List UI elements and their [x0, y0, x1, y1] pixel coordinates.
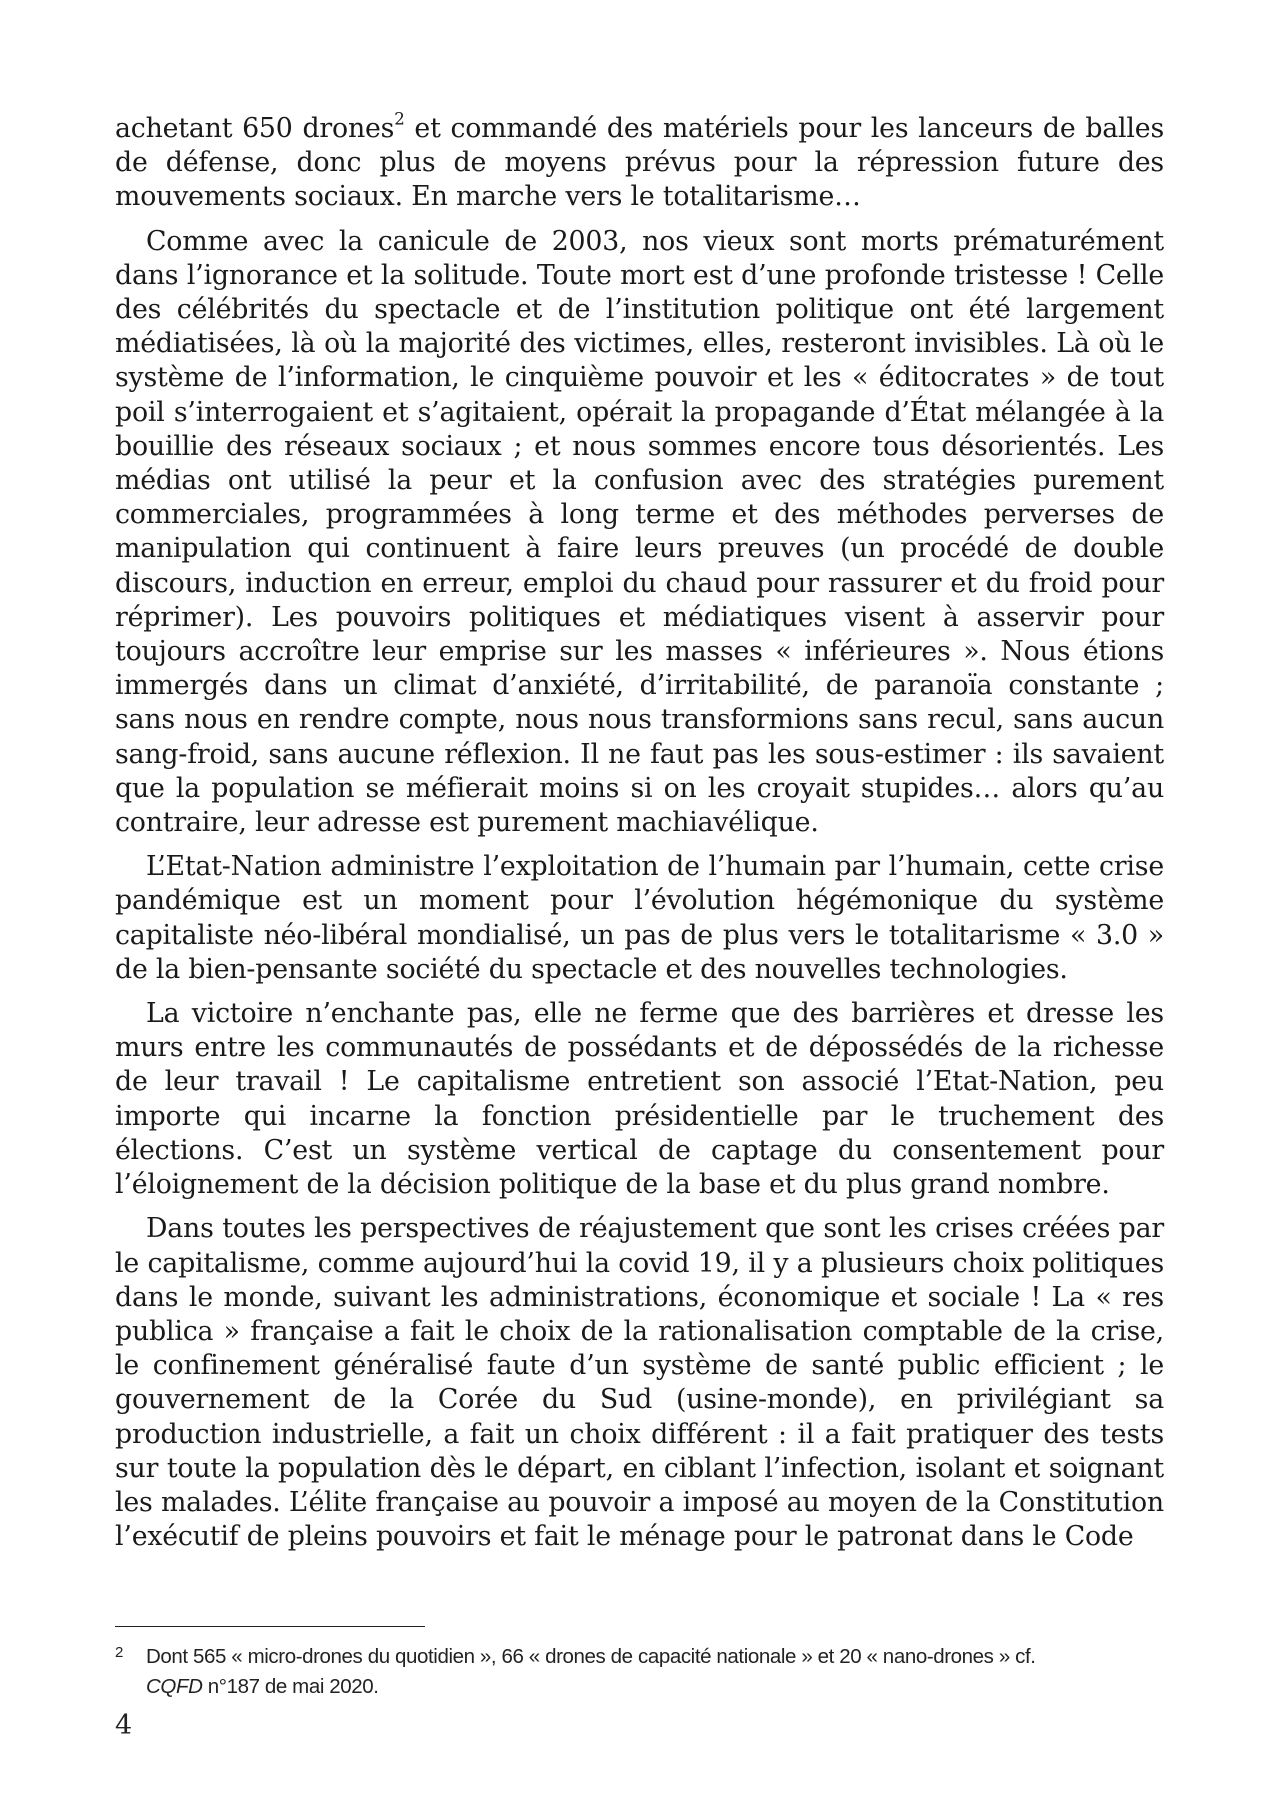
paragraph-4: La victoire n’enchante pas, elle ne ferme que des barrières et dresse les murs entre les communautés de possédants et de dépossédés de la richesse de leur travail ! Le capitalisme entretient son associé l’Etat-Nation, peu importe qui incarne la fonction présidentielle par le truchement des élections. C’est un système vertical de captage du consentement pour l’éloignement de la décision politique de la base et du plus grand nombre.	[115, 998, 1164, 1201]
footnote	[115, 1642, 1164, 1702]
paragraph-2: Comme avec la canicule de 2003, nos vieux sont morts prématurément dans l’ignorance et la solitude. Toute mort est d’une profonde tristesse ! Celle des célébrités du spectacle et de l’institution politique ont été largement médiatisées, là où la majorité des victimes, elles, resteront invisibles. Là où le système de l’information, le cinquième pouvoir et les « éditocrates » de tout poil s’interrogaient et s’agitaient, opérait la propagande d’État mélangée à la bouillie des réseaux sociaux ; et nous sommes encore tous désorientés. Les médias ont utilisé la peur et la confusion avec des stratégies purement commerciales, programmées à long terme et des méthodes perverses de manipulation qui continuent à faire leurs preuves (un procédé de double discours, induction en erreur, emploi du chaud pour rassurer et du froid pour réprimer). Les pouvoirs politiques et médiatiques visent à asservir pour toujours accroître leur emprise sur les masses « inférieures ». Nous étions immergés dans un climat d’anxiété, d’irritabilité, de paranoïa constante ; sans nous en rendre compte, nous nous transformions sans recul, sans aucun sang-froid, sans aucune réflexion. Il ne faut pas les sous-estimer : ils savaient que la population se méfierait moins si on les croyait stupides… alors qu’au contraire, leur adresse est purement machiavélique.	[115, 225, 1164, 839]
paragraph-5: Dans toutes les perspectives de réajustement que sont les crises créées par le capitalisme, comme aujourd’hui la covid 19, il y a plusieurs choix politiques dans le monde, suivant les administrations, économique et sociale ! La « res publica » française a fait le choix de la rationalisation comptable de la crise, le confinement généralisé faute d’un système de santé public efficient ; le gouvernement de la Corée du Sud (usine-monde), en privilégiant sa production industrielle, a fait un choix différent : il a fait pratiquer des tests sur toute la population dès le départ, en ciblant l’infection, isolant et soignant les malades. L’élite française au pouvoir a imposé au moyen de la Constitution l’exécutif de pleins pouvoirs et fait le ménage pour le patronat dans le Code	[115, 1213, 1164, 1553]
page-number: 4	[115, 1710, 133, 1741]
paragraph-1	[115, 109, 1164, 215]
footnote-source-title: CQFD	[146, 1675, 203, 1698]
footnote-reference[interactable]: 2	[394, 109, 405, 129]
footnote-body	[146, 1642, 1164, 1702]
footnote-source-rest: n°187 de mai 2020.	[202, 1675, 379, 1698]
footnote-text: Dont 565 « micro-drones du quotidien », 66 « drones de capacité nationale » et 20 « nano-drones » cf.	[146, 1645, 1036, 1668]
footnote-number: 2	[115, 1644, 124, 1661]
body-text	[115, 109, 1164, 1564]
footnote-separator	[115, 1626, 425, 1627]
paragraph-1-rest: et commandé des matériels pour les lanceurs de balles de défense, donc plus de moyens prévus pour la répression future des mouvements sociaux. En marche vers le totalitarisme…	[115, 113, 1164, 213]
paragraph-1-start: achetant 650 drones	[115, 113, 395, 144]
paragraph-3: L’Etat-Nation administre l’exploitation de l’humain par l’humain, cette crise pandémique est un moment pour l’évolution hégémonique du système capitaliste néo-libéral mondialisé, un pas de plus vers le totalitarisme « 3.0 » de la bien-pensante société du spectacle et des nouvelles technologies.	[115, 851, 1164, 985]
